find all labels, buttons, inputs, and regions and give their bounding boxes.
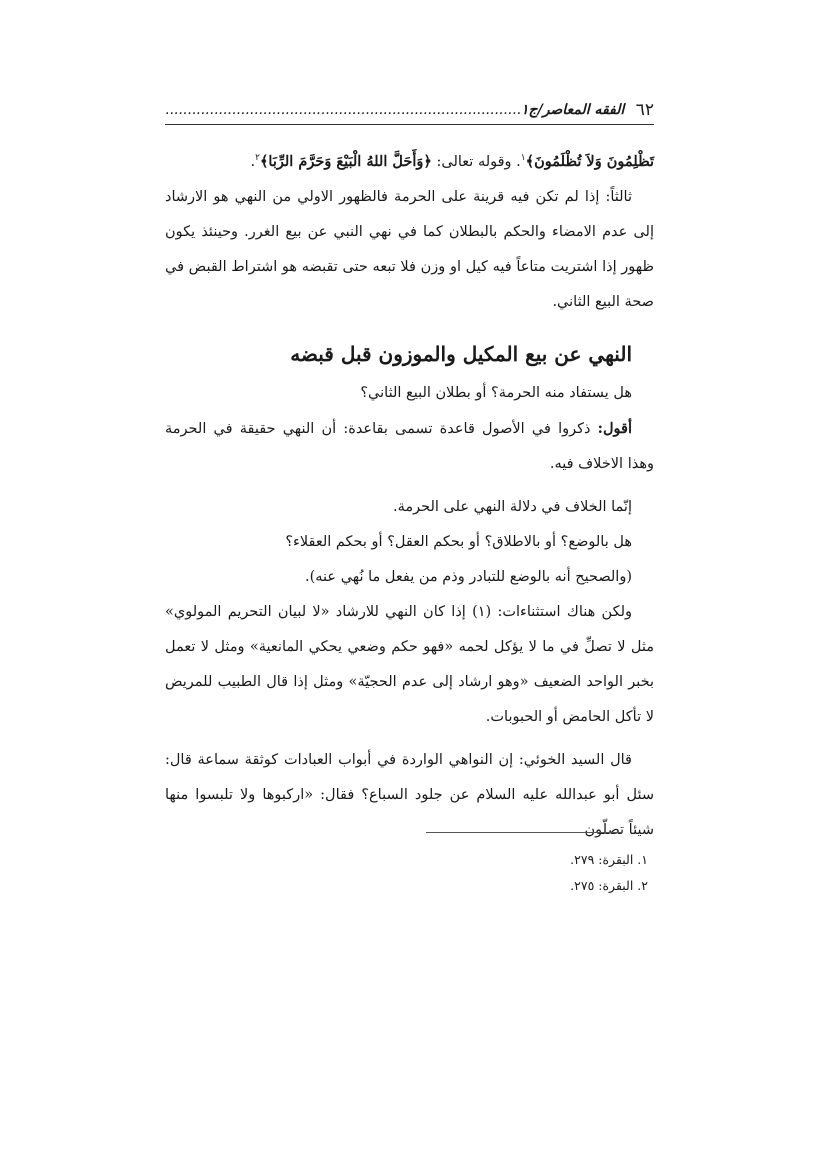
footnotes [165,832,654,899]
page-header [165,96,654,125]
paragraph: هل بالوضع؟ أو بالاطلاق؟ أو بحكم العقل؟ أو بحكم العقلاء؟ [285,534,632,550]
running-title-text: الفقه المعاصر/ج١ [521,102,625,118]
leader-dots: ................................................................................ [165,102,522,118]
running-title [165,99,624,124]
footnote-ref: ١ [520,153,526,164]
page-number: ٦٢ [635,100,654,120]
paragraph: ثالثاً: إذا لم تكن فيه قرينة على الحرمة فالظهور الاولي من النهي هو الارشاد إلى عدم الامضاء والحكم بالبطلان كما في نهي النبي عن بيع الغرر. وحينئذ يكون ظهور إذا اشتريت متاعاً فيه كيل او وزن فلا تبعه حتى تقبضه هو اشتراط القبض في صحة البيع الثاني. [165,189,654,310]
footnote-ref: ٢ [255,153,260,164]
text-span: . [250,154,256,170]
quran-verse: تَظْلِمُونَ وَلاَ تُظْلَمُونَ﴾ [525,153,654,170]
footnote-rule [426,832,622,833]
text-span: . وقوله تعالى: [431,154,521,170]
text-span: ذكروا في الأصول قاعدة تسمى بقاعدة: أن النهي حقيقة في الحرمة وهذا الاخلاف فيه. [165,421,654,472]
page-body [165,144,654,848]
footnote: ٢. البقرة: ٢٧٥. [570,878,648,893]
paragraph: ولكن هناك استثناءات: (١) إذا كان النهي للارشاد «لا لبيان التحريم المولوي» مثل لا تصلِّ في ما لا يؤكل لحمه «فهو حكم وضعي يحكي المانعية» ومثل لا تعمل بخبر الواحد الضعيف «وهو ارشاد إلى عدم الحجيّة» ومثل إذا قال الطبيب للمريض لا تأكل الحامض أو الحبوبات. [165,604,654,725]
paragraph: إنّما الخلاف في دلالة النهي على الحرمة. [392,499,632,515]
paragraph [165,411,654,482]
paragraph: هل يستفاد منه الحرمة؟ أو بطلان البيع الثاني؟ [360,385,632,401]
paragraph: قال السيد الخوئي: إن النواهي الواردة في أبواب العبادات كوثقة سماعة قال: سئل أبو عبدالله عليه السلام عن جلود السباع؟ فقال: «اركبوها ولا تلبسوا منها شيئاً تصلّون [165,752,654,838]
paragraph-verse [165,144,654,180]
paragraph: (والصحيح أنه بالوضع للتبادر وذم من يفعل ما نُهي عنه). [305,569,632,585]
lead-word: أقول: [597,420,632,437]
footnote: ١. البقرة: ٢٧٩. [570,852,648,867]
quran-verse: ﴿وَأَحَلَّ اللهُ الْبَيْعَ وَحَرَّمَ الرِّبَا﴾ [259,153,432,170]
section-heading: النهي عن بيع المكيل والموزون قبل قبضه [290,342,632,366]
